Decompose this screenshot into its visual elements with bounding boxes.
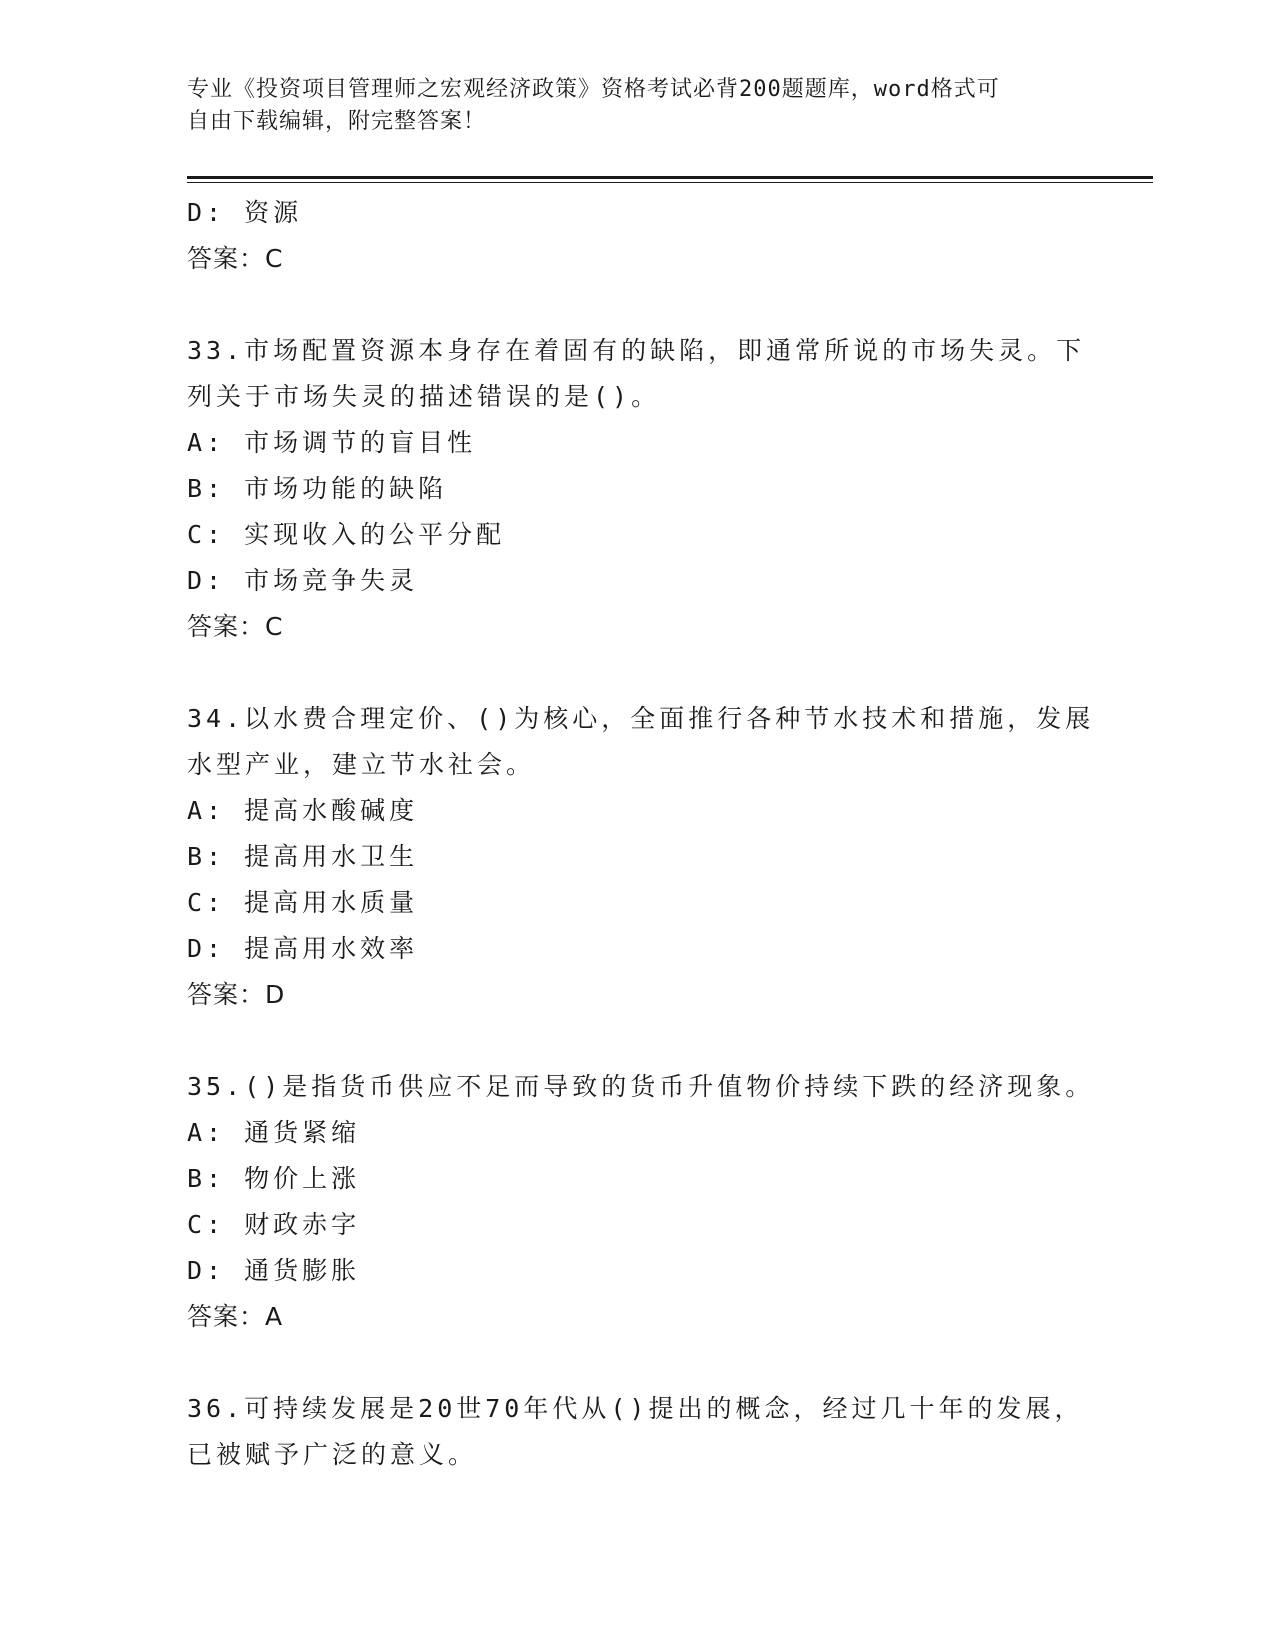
option-d: D: 市场竞争失灵 bbox=[187, 566, 419, 595]
option-d: D: 资源 bbox=[187, 198, 303, 227]
question-36 bbox=[187, 1386, 1087, 1478]
option-b: B: 市场功能的缺陷 bbox=[187, 474, 448, 503]
option-b: B: 物价上涨 bbox=[187, 1164, 361, 1193]
option-c: C: 提高用水质量 bbox=[187, 888, 419, 917]
answer-line: 答案：C bbox=[187, 612, 284, 641]
answer-line: 答案：D bbox=[187, 980, 286, 1009]
question-text: 34.以水费合理定价、()为核心，全面推行各种节水技术和措施，发展 bbox=[187, 704, 1095, 733]
question-35 bbox=[187, 1064, 1095, 1340]
option-a: A: 通货紧缩 bbox=[187, 1118, 361, 1147]
document-header bbox=[187, 74, 1067, 138]
question-33 bbox=[187, 328, 1087, 650]
question-text-cont: 水型产业，建立节水社会。 bbox=[187, 750, 536, 779]
question-text: 35.()是指货币供应不足而导致的货币升值物价持续下跌的经济现象。 bbox=[187, 1072, 1095, 1101]
answer-line: 答案：C bbox=[187, 244, 284, 273]
header-line-1: 专业《投资项目管理师之宏观经济政策》资格考试必背200题题库，word格式可 bbox=[187, 77, 1000, 102]
header-divider-thin bbox=[187, 182, 1153, 183]
header-divider-thick bbox=[187, 176, 1153, 179]
option-a: A: 提高水酸碱度 bbox=[187, 796, 419, 825]
option-a: A: 市场调节的盲目性 bbox=[187, 428, 477, 457]
question-text: 36.可持续发展是20世70年代从()提出的概念，经过几十年的发展， bbox=[187, 1394, 1084, 1423]
question-list bbox=[187, 190, 1095, 1478]
question-34 bbox=[187, 696, 1095, 1018]
option-b: B: 提高用水卫生 bbox=[187, 842, 419, 871]
answer-line: 答案：A bbox=[187, 1302, 284, 1331]
header-line-2: 自由下载编辑，附完整答案！ bbox=[187, 109, 487, 134]
option-c: C: 财政赤字 bbox=[187, 1210, 361, 1239]
option-c: C: 实现收入的公平分配 bbox=[187, 520, 506, 549]
option-d: D: 通货膨胀 bbox=[187, 1256, 361, 1285]
question-text: 33.市场配置资源本身存在着固有的缺陷，即通常所说的市场失灵。下 bbox=[187, 336, 1086, 365]
option-d: D: 提高用水效率 bbox=[187, 934, 419, 963]
question-text-cont: 已被赋予广泛的意义。 bbox=[187, 1440, 478, 1469]
question-text-cont: 列关于市场失灵的描述错误的是()。 bbox=[187, 382, 661, 411]
